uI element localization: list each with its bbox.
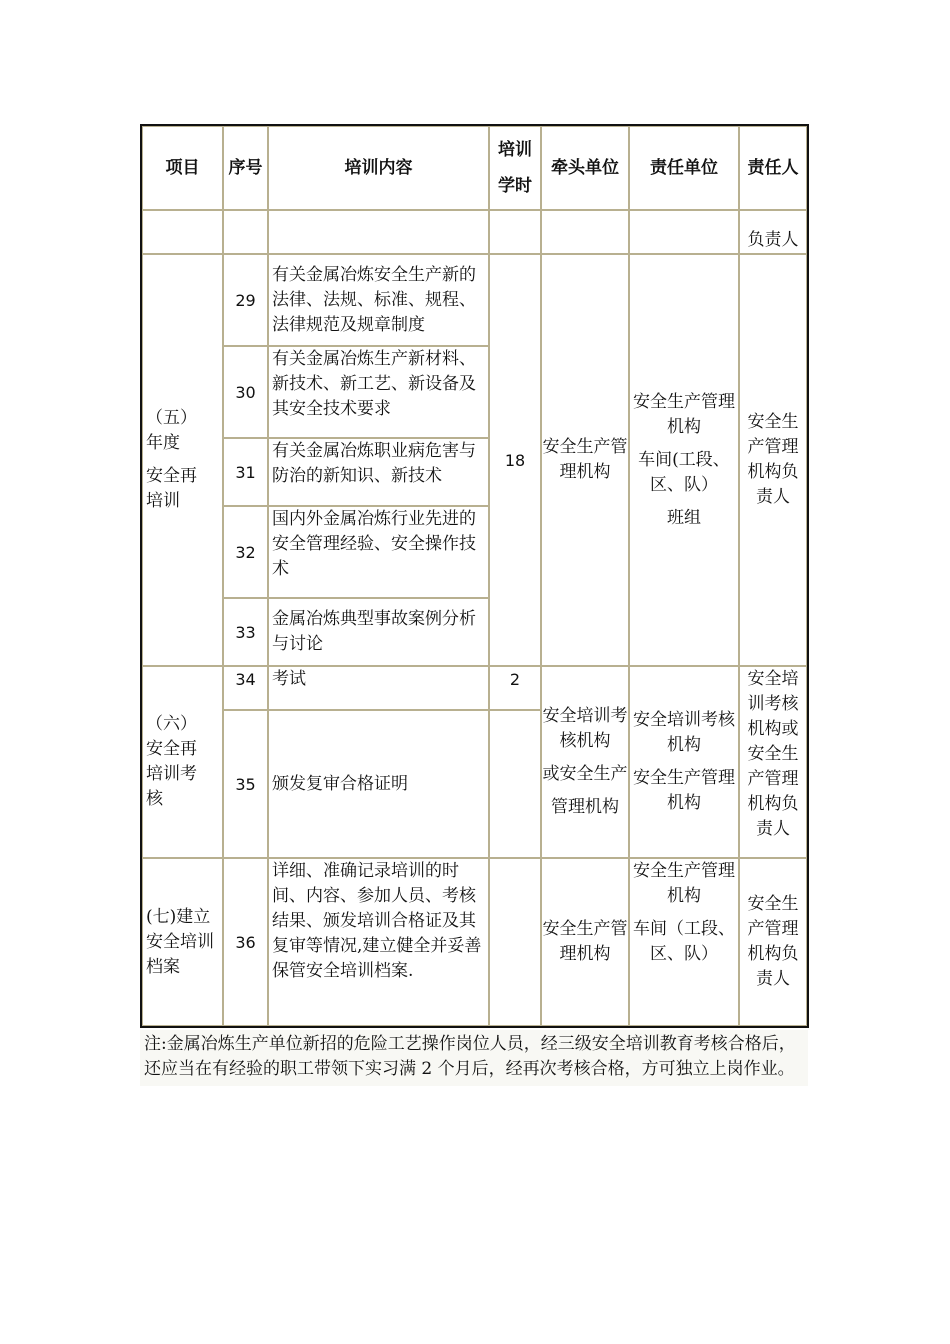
section5-item: （五） 年度 安全再 培训 <box>142 254 223 666</box>
content-cell: 金属冶炼典型事故案例分析与讨论 <box>268 598 489 666</box>
section5-resp-person: 安全生产管理机构负责人 <box>739 254 807 666</box>
section6-resp-unit: 安全培训考核机构 安全生产管理机构 <box>629 666 739 858</box>
hours-cell <box>489 858 541 1026</box>
hours-cell <box>489 710 541 858</box>
table-row <box>142 666 807 710</box>
content-cell: 颁发复审合格证明 <box>268 710 489 858</box>
seq-cell: 35 <box>223 710 268 858</box>
seq-cell: 29 <box>223 254 268 346</box>
carry-resp-person: 负责人 <box>739 210 807 254</box>
header-content: 培训内容 <box>268 126 489 210</box>
training-table <box>140 124 809 1028</box>
section6-resp-person: 安全培训考核机构或安全生产管理机构负责人 <box>739 666 807 858</box>
seq-cell: 34 <box>223 666 268 710</box>
header-item: 项目 <box>142 126 223 210</box>
seq-cell: 36 <box>223 858 268 1026</box>
carry-row <box>142 210 807 254</box>
section5-lead: 安全生产管理机构 <box>541 254 629 666</box>
hours-cell: 2 <box>489 666 541 710</box>
seq-cell: 31 <box>223 438 268 506</box>
section7-resp-unit: 安全生产管理机构 车间（工段、区、队） <box>629 858 739 1026</box>
section5-resp-unit: 安全生产管理机构 车间(工段、区、队） 班组 <box>629 254 739 666</box>
header-seq: 序号 <box>223 126 268 210</box>
header-resp-unit: 责任单位 <box>629 126 739 210</box>
seq-cell: 32 <box>223 506 268 598</box>
training-table-wrapper <box>140 124 810 1028</box>
content-cell: 有关金属冶炼职业病危害与防治的新知识、新技术 <box>268 438 489 506</box>
seq-cell: 30 <box>223 346 268 438</box>
content-cell: 国内外金属冶炼行业先进的安全管理经验、安全操作技术 <box>268 506 489 598</box>
content-cell: 考试 <box>268 666 489 710</box>
content-cell: 有关金属冶炼生产新材料、新技术、新工艺、新设备及其安全技术要求 <box>268 346 489 438</box>
header-lead: 牵头单位 <box>541 126 629 210</box>
content-cell: 有关金属冶炼安全生产新的法律、法规、标准、规程、法律规范及规章制度 <box>268 254 489 346</box>
header-row <box>142 126 807 210</box>
section7-item: (七)建立安全培训档案 <box>142 858 223 1026</box>
footnote: 注:金属冶炼生产单位新招的危险工艺操作岗位人员，经三级安全培训教育考核合格后，还应当在有经验的职工带领下实习满 2 个月后，经再次考核合格，方可独立上岗作业。 <box>140 1030 808 1086</box>
section7-resp-person: 安全生产管理机构负责人 <box>739 858 807 1026</box>
section6-lead: 安全培训考核机构 或安全生产 管理机构 <box>541 666 629 858</box>
seq-cell: 33 <box>223 598 268 666</box>
header-resp-person: 责任人 <box>739 126 807 210</box>
section5-hours: 18 <box>489 254 541 666</box>
section7-lead: 安全生产管理机构 <box>541 858 629 1026</box>
content-cell: 详细、准确记录培训的时间、内容、参加人员、考核结果、颁发培训合格证及其复审等情况,建立健全并妥善保管安全培训档案. <box>268 858 489 1026</box>
table-row <box>142 254 807 346</box>
header-hours: 培训学时 <box>489 126 541 210</box>
section6-item: （六） 安全再 培训考 核 <box>142 666 223 858</box>
table-row <box>142 858 807 1026</box>
